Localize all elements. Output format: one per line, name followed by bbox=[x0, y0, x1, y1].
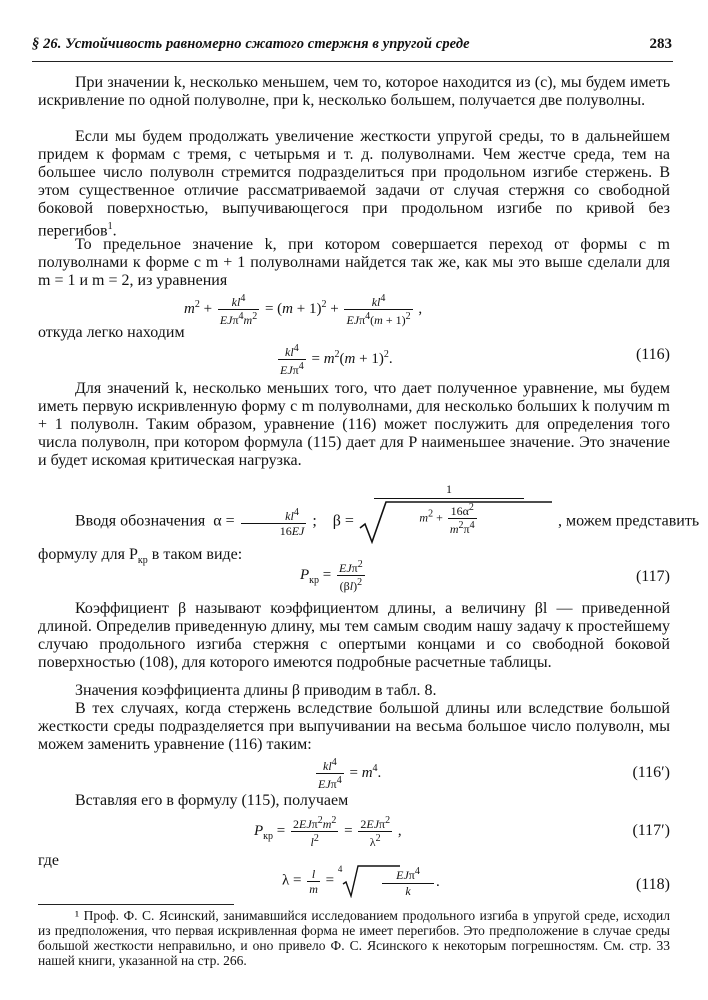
paragraph-4: откуда легко находим bbox=[38, 324, 185, 341]
definitions-line: Вводя обозначения α = $\frac{kl^4}{16EJ}$ ; β = , можем представить bbox=[38, 500, 670, 544]
paragraph-3: То предельное значение k, при котором совершается переход от формы с m полуволнами к форме с m + 1 полуволнами найдется так же, как мы это выше сделали для m = 1 и m = 2, из уравнения bbox=[38, 236, 670, 289]
definitions-intro: Вводя обозначения bbox=[75, 512, 206, 530]
paragraph-8: Коэффициент β называют коэффициентом длины, а величину βl — приведенной длиной. Определив приведенную длину, мы тем самым сводим нашу задачу к простейшему случаю продольного изгиба стержня с опертыми концами и со свободной боковой поверхностью (108), для которого имеются подробные расчетные таблицы. bbox=[38, 600, 670, 671]
paragraph-5: Для значений k, несколько меньших того, что дает полученное уравнение, мы будем иметь первую искривленную форму с m полуволнами, для несколько больших k получим m + 1 полуволн. Таким образом, уравнение (116) может послужить для определения того числа полуволн, при котором формула (115) дает для P наименьшее значение. Это значение и будет искомая критическая нагрузка. bbox=[38, 380, 670, 469]
paragraph-7-text: формулу для P bbox=[38, 546, 138, 563]
footnote-ref: 1 bbox=[107, 221, 113, 232]
paragraph-1: При значении k, несколько меньшем, чем то, которое находится из (с), мы будем иметь искривление по одной полуволне, при k, несколько большем, получается две полуволны. bbox=[38, 74, 670, 109]
paragraph-10: В тех случаях, когда стержень вследствие большой длины или вследствие большой жесткости среды подразделяется при выпучивании на весьма большое число полуволн, мы можем заменить уравнение (116) таким: bbox=[38, 700, 670, 753]
equation-116-prime: $\frac{kl^4}{EJ\pi^4}$ = $m^4$. bbox=[318, 757, 382, 791]
equation-117-prime: $P_{кр}$ = $\frac{2EJ\pi^2m^2}{l^2}$ = $\frac{2EJ\pi^2}{\lambda^2}$ , bbox=[254, 815, 402, 849]
paragraph-11: Вставляя его в формулу (115), получаем bbox=[75, 792, 349, 809]
equation-number-117: (117) bbox=[635, 568, 670, 585]
footnote: ¹ Проф. Ф. С. Ясинский, занимавшийся исследованием продольного изгиба в упругой среде, исходил из предположения, что первая искривленная форма не имеет перегибов. Это предположение в случае среды большой жесткости неправильно, и оно привело Ф. С. Ясинского к некоторым погрешностям. См. стр. 33 нашей книги, указанной на стр. 266. bbox=[38, 908, 670, 968]
definitions-outro: , можем представить bbox=[557, 512, 700, 530]
equation-118-period: . bbox=[436, 874, 440, 890]
paragraph-2: Если мы будем продолжать увеличение жесткости упругой среды, то в дальнейшем придем к формам с тремя, с четырьмя и т. д. полуволнами. Чем жестче среда, тем на большее число полуволн стремится подразделиться при продольном изгибе стержень. В этом существенное отличие рассматриваемой задачи от случая стержня со свободной боковой поверхностью, выпучивающегося при продольном изгибе по кривой без перегибов$^1$. bbox=[38, 128, 670, 240]
equation-117: $P_{кр}$ = $\frac{EJ\pi^2}{(\beta l)^2}$ bbox=[300, 559, 363, 593]
beta-radicand: 1 $m^2$ + $\frac{16\alpha^2}{m^2\pi^4}$ bbox=[374, 482, 524, 536]
equation-number-118: (118) bbox=[635, 876, 670, 893]
section-title: § 26. Устойчивость равномерно сжатого стержня в упругой среде bbox=[32, 36, 470, 52]
equation-number-117-prime: (117′) bbox=[632, 822, 670, 839]
footnote-rule bbox=[38, 904, 234, 905]
equation-118: λ = $\frac{l}{m}$ = $^4$ bbox=[282, 864, 402, 898]
paragraph-12: где bbox=[38, 852, 60, 869]
header-rule bbox=[32, 61, 673, 62]
paragraph-2-text: Если мы будем продолжать увеличение жесткости упругой среды, то в дальнейшем придем к формам с тремя, с четырьмя и т. д. полуволнами. Чем жестче среда, тем на большее число полуволн стремится подразделиться при продольном изгибе стержень. В этом существенное отличие рассматриваемой задачи от случая стержня со свободной боковой поверхностью, выпучивающегося при продольном изгибе по кривой без перегибов bbox=[38, 128, 670, 240]
root-radicand: EJπ$^4$ k bbox=[382, 866, 434, 899]
equation-transition: $m^2$ + $\frac{kl^4}{EJ\pi^4m^2}$ = $(m + 1)^2$ + $\frac{kl^4}{EJ\pi^4(m + 1)^2}$ , bbox=[184, 293, 423, 327]
equation-number-116: (116) bbox=[635, 346, 670, 363]
paragraph-7-end: в таком виде: bbox=[151, 546, 243, 563]
subscript-kr: кр bbox=[137, 555, 148, 567]
equation-116: $\frac{kl^4}{EJ\pi^4}$ = $m^2(m + 1)^2$. bbox=[280, 343, 393, 377]
page-number: 283 bbox=[649, 36, 672, 52]
equation-number-116-prime: (116′) bbox=[632, 764, 670, 781]
running-header bbox=[32, 36, 672, 58]
paragraph-9: Значения коэффициента длины β приводим в табл. 8. bbox=[75, 682, 437, 699]
